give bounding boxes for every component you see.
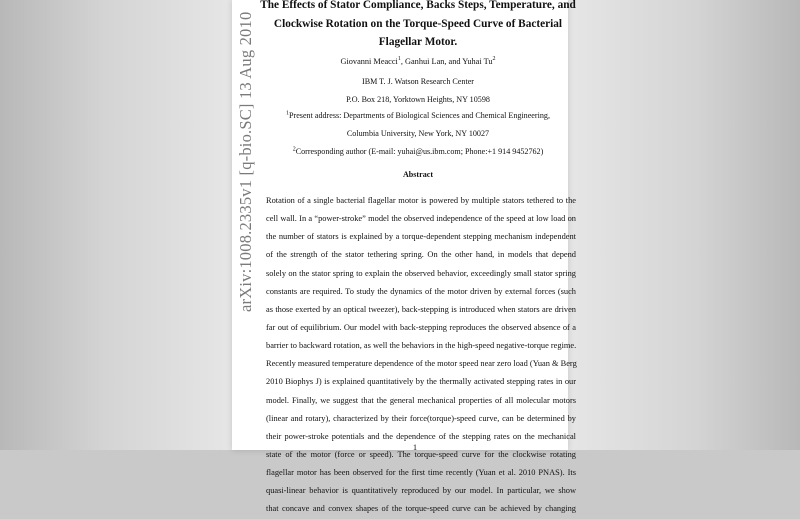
arxiv-identifier: arXiv:1008.2335v1 [q-bio.SC] 13 Aug 2010: [236, 11, 255, 312]
abstract-line: of the strength of the stator tethering spring. On the other hand, in models that depend: [266, 250, 576, 260]
abstract-line: quasi-linear behavior is quantitatively reproduced by our model. In particular, we show: [266, 486, 576, 496]
corresponding-author-line: $^2$Corresponding author (E-mail: yuhai@us.ibm.com; Phone:+1 914 9452762): [292, 146, 544, 156]
title-line: Clockwise Rotation on the Torque-Speed Curve of Bacterial: [273, 17, 563, 30]
paper-title: [258, 0, 578, 52]
author-names: , Ganhui Lan, and Yuhai Tu: [400, 57, 493, 66]
footnote-block: [258, 107, 578, 161]
abstract-line: their power-stroke potentials and the dependence of the stepping rates on the mechanical: [266, 431, 576, 441]
viewer-background-left: [0, 0, 232, 450]
abstract-heading: Abstract: [402, 170, 434, 179]
abstract-body: [266, 192, 576, 519]
abstract-line: flagellar motor has been observed for the first time recently (Yuan et al. 2010 PNAS). Its: [266, 468, 576, 478]
abstract-line: the number of stators is explained by a torque-dependent stepping mechanism independent: [266, 232, 576, 242]
page-number: 1: [412, 442, 418, 452]
abstract-line: far out of equilibrium. Our model with back-stepping reproduces the observed absence of a: [266, 322, 576, 332]
viewer-background-right: [568, 0, 800, 450]
abstract-line: cell wall. In a “power-stroke” model the observed independence of the speed at low load on: [266, 214, 576, 224]
institution-name: IBM T. J. Watson Research Center: [362, 77, 474, 86]
institution-block: [258, 73, 578, 109]
title-line: Flagellar Motor.: [378, 36, 458, 48]
author-name: Giovanni Meacci: [340, 57, 398, 66]
present-address-line-2: Columbia University, New York, NY 10027: [346, 129, 490, 138]
abstract-line: barrier to backward rotation, as well the behaviors in the high-speed negative-torque regime.: [266, 341, 577, 351]
abstract-line: state of the motor (force or speed). The torque-speed curve for the clockwise rotating: [266, 449, 576, 459]
abstract-line: that concave and convex shapes of the torque-speed curve can be achieved by changing: [266, 504, 576, 514]
abstract-line: Recently measured temperature dependence of the motor speed near zero load (Yuan & Berg: [266, 359, 577, 369]
footnote-marker: 2: [292, 146, 296, 153]
abstract-line: constants are required. To study the dynamics of the motor driven by external forces (such: [266, 286, 576, 296]
abstract-line: solely on the stator spring to explain the observed behavior, exceedingly small stator spring: [266, 268, 576, 278]
abstract-line: Rotation of a single bacterial flagellar motor is powered by multiple stators tethered to the: [266, 196, 576, 205]
affiliation-marker: 2: [492, 56, 496, 63]
title-line: The Effects of Stator Compliance, Backs Steps, Temperature, and: [260, 0, 576, 11]
author-list: [258, 57, 578, 66]
present-address-line: $^1$Present address: Departments of Biological Sciences and Chemical Engineering,: [286, 110, 550, 120]
abstract-line: 2010 Biophys J) is explained quantitatively by the thermally activated stepping rates in our: [266, 377, 576, 387]
abstract-line: as those exerted by an optical tweezer), back-stepping is introduced when stators are driven: [266, 304, 576, 314]
institution-address: P.O. Box 218, Yorktown Heights, NY 10598: [346, 95, 490, 104]
footnote-marker: 1: [286, 110, 290, 117]
abstract-line: (linear and rotary), characterized by their force(torque)-speed curve, can be determined by: [266, 413, 576, 423]
affiliation-marker: 1: [397, 56, 401, 63]
abstract-line: model. Finally, we suggest that the general mechanical properties of all molecular motors: [266, 395, 576, 405]
